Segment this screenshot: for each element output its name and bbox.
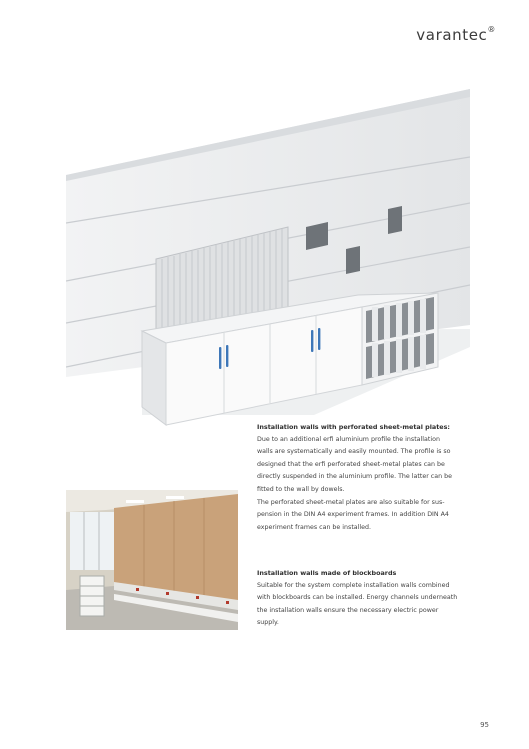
lab-blockboard-photo	[66, 490, 238, 630]
body-line: The perforated sheet-metal plates are also suitable for sus-	[257, 498, 445, 506]
body-line: fitted to the wall by dowels.	[257, 485, 345, 493]
registered-mark: ®	[487, 25, 496, 34]
section-heading: Installation walls with perforated sheet-metal plates:	[257, 423, 450, 431]
body-line: pension in the DIN A4 experiment frames. In addition DIN A4	[257, 511, 449, 519]
section-heading: Installation walls made of blockboards	[257, 569, 397, 577]
brand-logo	[416, 26, 496, 44]
body-line: directly suspended in the aluminium profile. The latter can be	[257, 473, 452, 481]
body-line: Due to an additional erfi aluminium profile the installation	[257, 435, 440, 443]
body-line: designed that the erfi perforated sheet-metal plates can be	[257, 460, 445, 468]
section-blockboards	[257, 567, 492, 630]
brand-name: varantec	[416, 26, 488, 44]
section-perforated-plates	[257, 421, 492, 534]
body-line: Suitable for the system complete installation walls combined	[257, 581, 450, 589]
body-line: with blockboards can be installed. Energy channels underneath	[257, 594, 458, 602]
body-line: the installation walls ensure the necessary electric power	[257, 606, 439, 614]
body-line: supply.	[257, 619, 279, 627]
body-line: walls are systematically and easily mounted. The profile is so	[257, 448, 451, 456]
body-line: experiment frames can be installed.	[257, 523, 372, 531]
page-number: 95	[480, 721, 489, 729]
installation-wall-rendering	[66, 85, 470, 441]
